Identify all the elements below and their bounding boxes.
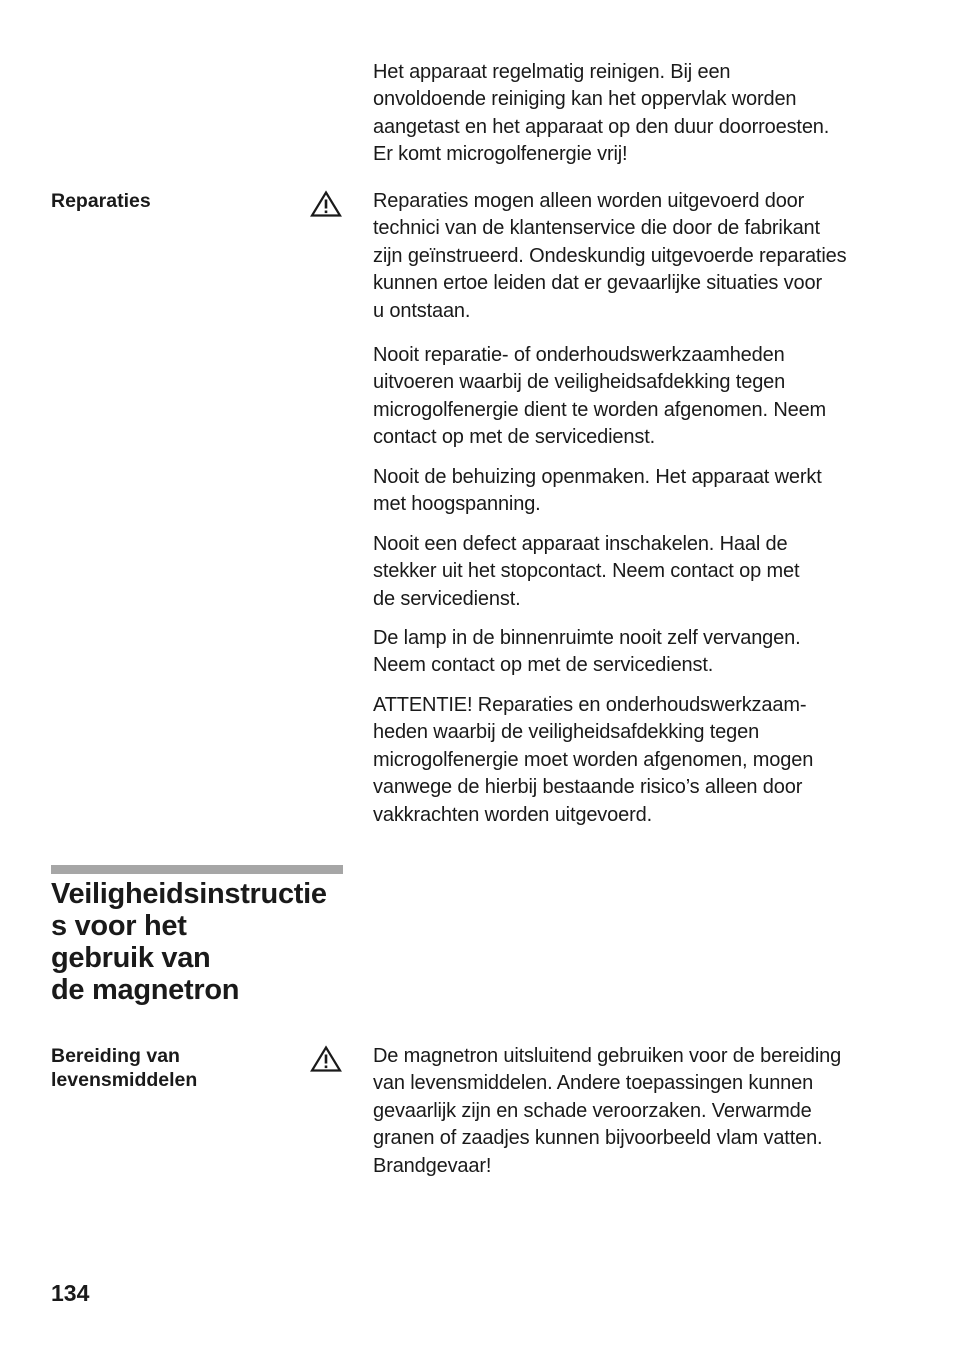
repairs-paragraph-4: Nooit een defect apparaat inschakelen. Haal de stekker uit het stopcontact. Neem contact op met de servicedienst. — [373, 533, 800, 610]
section-divider — [51, 865, 343, 874]
repairs-paragraph-5: De lamp in de binnenruimte nooit zelf vervangen. Neem contact op met de servicedienst. — [373, 627, 801, 677]
warning-triangle-icon — [310, 190, 342, 218]
food-prep-label: Bereiding van levensmiddelen — [51, 1045, 198, 1091]
repairs-paragraph-6: ATTENTIE! Reparaties en onderhoudswerkzaam- heden waarbij de veiligheidsafdekking tegen microgolfenergie moet worden afgenomen, mogen vanwege de hierbij bestaande risico’s alleen door vakkrachten worden uitgevoerd. — [373, 694, 814, 826]
repairs-paragraph-2: Nooit reparatie- of onderhoudswerkzaamheden uitvoeren waarbij de veiligheidsafdekking tegen microgolfenergie dient te worden afgenomen. Neem contact op met de servicedienst. — [373, 344, 827, 449]
food-prep-paragraph-1: De magnetron uitsluitend gebruiken voor de bereiding van levensmiddelen. Andere toepassingen kunnen gevaarlijk zijn en schade veroorzaken. Verwarmde granen of zaadjes kunnen bijvoorbeeld vlam vatten. Brandgevaar! — [373, 1045, 842, 1177]
repairs-paragraph-3: Nooit de behuizing openmaken. Het apparaat werkt met hoogspanning. — [373, 466, 822, 516]
page-number: 134 — [51, 1280, 90, 1306]
repairs-paragraph-1: Reparaties mogen alleen worden uitgevoerd door technici van de klantenservice die door de fabrikant zijn geïnstrueerd. Ondeskundig uitgevoerde reparaties kunnen ertoe leiden dat er gevaarlijke situaties voor u ontstaan. — [373, 190, 847, 322]
repairs-label: Reparaties — [51, 190, 151, 212]
warning-triangle-icon — [310, 1045, 342, 1073]
intro-paragraph: Het apparaat regelmatig reinigen. Bij een onvoldoende reiniging kan het oppervlak worden aangetast en het apparaat op den duur doorroesten. Er komt microgolfenergie vrij! — [373, 61, 830, 166]
section-title: Veiligheidsinstructie s voor het gebruik van de magnetron — [51, 878, 327, 1006]
